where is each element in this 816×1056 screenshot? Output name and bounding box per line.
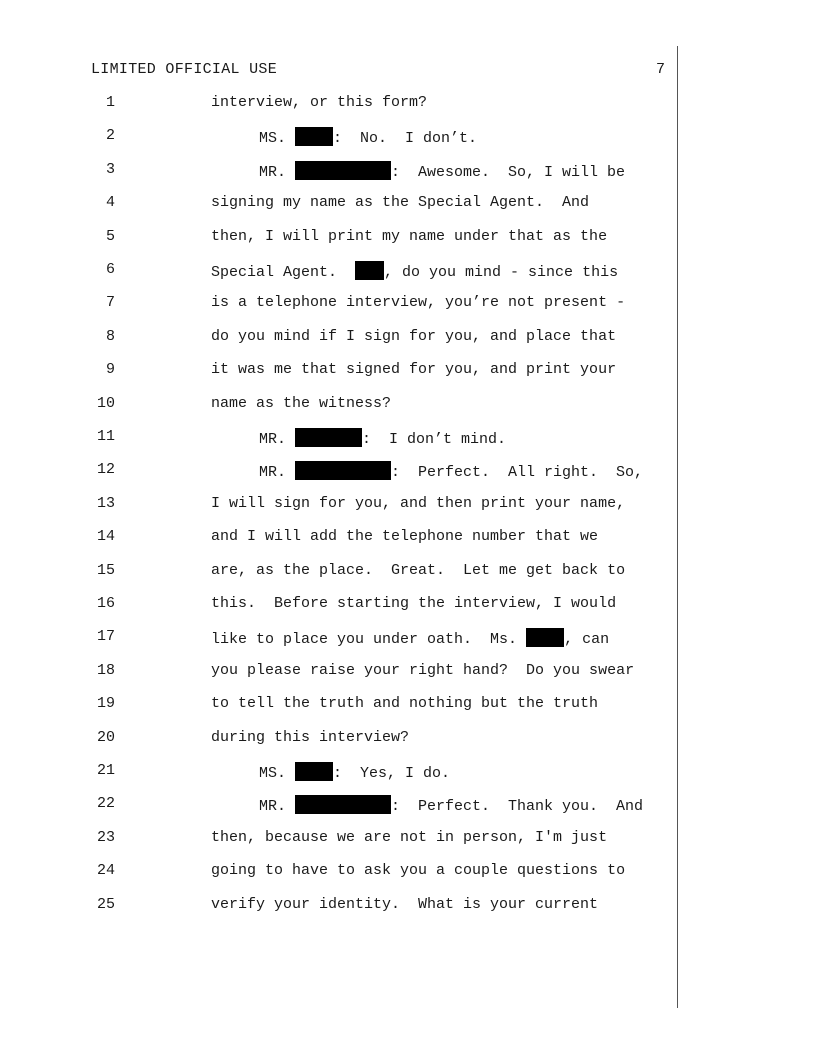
- text-segment: , can: [564, 631, 610, 649]
- line-number: 5: [105, 227, 115, 245]
- line-number: 6: [105, 261, 115, 278]
- text-segment: : Perfect. All right. So,: [391, 464, 644, 482]
- text-segment: going to have to ask you a couple questions to: [211, 862, 626, 880]
- transcript-line: [0, 127, 680, 147]
- line-number: 14: [96, 528, 115, 546]
- line-text: [211, 829, 607, 846]
- line-number: 18: [96, 661, 115, 679]
- line-number: 3: [105, 160, 115, 178]
- line-text: [211, 896, 598, 913]
- line-text: [211, 628, 609, 648]
- transcript-line: [0, 94, 680, 114]
- redaction-box: [295, 762, 333, 781]
- line-number: 11: [96, 428, 115, 445]
- line-text: [259, 762, 450, 782]
- line-text: [211, 595, 616, 612]
- line-number: 2: [105, 127, 115, 145]
- transcript-line: [0, 361, 680, 381]
- text-segment: signing my name as the Special Agent. And: [211, 194, 590, 212]
- text-segment: MS.: [259, 765, 296, 782]
- line-number: 15: [96, 561, 115, 579]
- transcript-line: [0, 294, 680, 314]
- transcript-line: [0, 862, 680, 882]
- text-segment: is a telephone interview, you’re not present -: [211, 294, 626, 312]
- line-text: [259, 127, 477, 147]
- line-text: [211, 294, 625, 311]
- transcript-line: [0, 762, 680, 782]
- text-segment: verify your identity. What is your current: [211, 895, 599, 913]
- page-header-classification: LIMITED OFFICIAL USE: [91, 61, 278, 78]
- line-number: 9: [105, 361, 115, 379]
- line-text: [211, 94, 427, 111]
- text-segment: then, because we are not in person, I'm just: [211, 828, 608, 846]
- text-segment: : Perfect. Thank you. And: [391, 798, 644, 816]
- line-text: [211, 662, 634, 679]
- redaction-box: [295, 428, 362, 447]
- text-segment: like to place you under oath. Ms.: [211, 631, 527, 649]
- transcript-line: [0, 428, 680, 448]
- line-text: [211, 695, 598, 712]
- transcript-line: [0, 461, 680, 481]
- transcript-line: [0, 896, 680, 916]
- transcript-line: [0, 729, 680, 749]
- text-segment: then, I will print my name under that as the: [211, 227, 608, 245]
- transcript-line: [0, 495, 680, 515]
- transcript-line: [0, 628, 680, 648]
- line-number: 22: [96, 795, 115, 813]
- redaction-box: [295, 461, 391, 480]
- transcript-line: [0, 194, 680, 214]
- text-segment: MR.: [259, 464, 296, 482]
- line-text: [211, 361, 616, 378]
- line-text: [211, 562, 625, 579]
- text-segment: during this interview?: [211, 728, 410, 746]
- transcript-line: [0, 829, 680, 849]
- text-segment: this. Before starting the interview, I would: [211, 595, 617, 612]
- line-text: [211, 729, 409, 746]
- line-text: [259, 795, 643, 815]
- line-text: [259, 161, 625, 181]
- text-segment: : I don’t mind.: [362, 431, 507, 448]
- text-segment: you please raise your right hand? Do you swear: [211, 661, 635, 679]
- line-number: 20: [96, 728, 115, 746]
- line-number: 25: [96, 895, 115, 913]
- text-segment: it was me that signed for you, and print your: [211, 361, 617, 379]
- line-text: [211, 261, 618, 281]
- line-text: [259, 461, 643, 481]
- redaction-box: [355, 261, 384, 280]
- text-segment: do you mind if I sign for you, and place that: [211, 327, 617, 345]
- line-number: 17: [96, 628, 115, 646]
- line-number: 23: [96, 828, 115, 846]
- transcript-line: [0, 662, 680, 682]
- transcript-line: [0, 161, 680, 181]
- redaction-box: [526, 628, 564, 647]
- line-text: [259, 428, 506, 448]
- text-segment: MR.: [259, 431, 296, 448]
- line-number: 8: [105, 327, 115, 345]
- page-number: 7: [656, 61, 666, 78]
- text-segment: are, as the place. Great. Let me get back to: [211, 561, 626, 579]
- line-text: [211, 528, 598, 545]
- line-text: [211, 194, 589, 211]
- redaction-box: [295, 127, 333, 146]
- text-segment: interview, or this form?: [211, 94, 428, 111]
- transcript-line: [0, 528, 680, 548]
- text-segment: : No. I don’t.: [333, 130, 478, 148]
- text-segment: : Awesome. So, I will be: [391, 163, 626, 181]
- transcript-line: [0, 328, 680, 348]
- line-number: 21: [96, 762, 115, 779]
- redaction-box: [295, 161, 391, 180]
- transcript-line: [0, 595, 680, 615]
- text-segment: : Yes, I do.: [333, 765, 451, 782]
- line-text: [211, 495, 625, 512]
- transcript-line: [0, 795, 680, 815]
- transcript-line: [0, 261, 680, 281]
- line-number: 13: [96, 494, 115, 512]
- text-segment: MR.: [259, 798, 296, 816]
- line-number: 7: [105, 294, 115, 312]
- text-segment: MS.: [259, 130, 296, 148]
- redaction-box: [295, 795, 391, 814]
- text-segment: to tell the truth and nothing but the truth: [211, 695, 599, 713]
- line-text: [211, 228, 607, 245]
- transcript-line: [0, 695, 680, 715]
- line-number: 1: [105, 94, 115, 111]
- text-segment: MR.: [259, 163, 296, 181]
- line-text: [211, 328, 616, 345]
- line-number: 12: [96, 461, 115, 479]
- line-text: [211, 862, 625, 879]
- text-segment: I will sign for you, and then print your name,: [211, 494, 626, 512]
- transcript-line: [0, 395, 680, 415]
- line-text: [211, 395, 391, 412]
- transcript-line: [0, 562, 680, 582]
- text-segment: and I will add the telephone number that we: [211, 528, 599, 546]
- line-number: 16: [96, 595, 115, 612]
- line-number: 24: [96, 862, 115, 880]
- line-number: 10: [96, 394, 115, 412]
- text-segment: , do you mind - since this: [384, 264, 619, 281]
- text-segment: name as the witness?: [211, 394, 392, 412]
- line-number: 19: [96, 695, 115, 713]
- transcript-line: [0, 228, 680, 248]
- text-segment: Special Agent.: [211, 264, 356, 281]
- line-number: 4: [105, 194, 115, 212]
